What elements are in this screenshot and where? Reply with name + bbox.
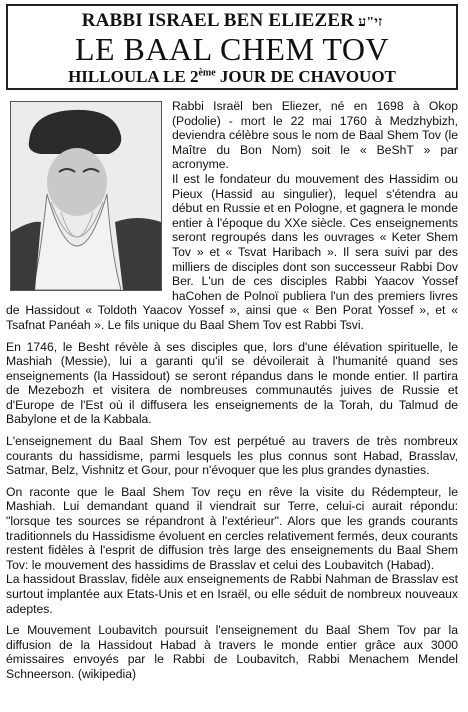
subtitle-pre: HILLOULA LE 2 bbox=[68, 67, 199, 86]
paragraph-mashiah: On raconte que le Baal Shem Tov reçu en rêve la visite du Rédempteur, le Mashiah. Lui demandant quand il viendrait sur Terre, celui-ci aurait répondu: "lorsque tes sources se répandront à l'extérieur". Alors que les grands courants traditionnels du Hassidisme évoluent en cercles relativement fermés, deux courants restent fidèles à l'esprit de diffusion très large des enseignements du Baal Shem Tov: le mouvement des hassidims de Brasslav et celui des Loubavitch (Habad). bbox=[6, 484, 458, 572]
subject-name bbox=[8, 10, 456, 32]
paragraph-currents: L'enseignement du Baal Shem Tov est perpétué au travers de très nombreux courants du hassidisme, parmi lesquels les plus connus sont Habad, Brasslav, Satmar, Belz, Vishnitz et Gour, pour n'évoquer que les plus grandes dynasties. bbox=[6, 434, 458, 478]
hebrew-honorific: זי"ע bbox=[358, 15, 383, 30]
subject-name-text: RABBI ISRAEL BEN ELIEZER bbox=[81, 10, 355, 31]
paragraph-founder: Il est le fondateur du mouvement des Hassidim ou Pieux (Hassid au singulier), lequel s'étendra au début en Russie et en Pologne, et gagnera le monde entier à l'époque du XXe siècle. Ces enseignements seront regroupés dans les ouvrages « Keter Shem Tov » et « Tsvat Haribach ». Il sera suivi par des milliers de disciples dont son successeur Rabbi Dov Ber. L'un de ces disciples Rabbi Yaacov Yossef haCohen de Polnoï publiera l'un des premiers livres de Hassidout « Toldoth Yaacov Yossef », ainsi que « Ben Porat Yossef », et « Tsafnat Panéah ». Le fils unique du Baal Shem Tov est Rabbi Tsvi. bbox=[6, 171, 458, 332]
subtitle-post: JOUR DE CHAVOUOT bbox=[215, 67, 396, 86]
page-title: LE BAAL CHEM TOV bbox=[74, 31, 390, 67]
paragraph-loubavitch: Le Mouvement Loubavitch poursuit l'enseignement du Baal Shem Tov par la diffusion de la Hassidout Habad à travers le monde entier grâce aux 3000 émissaires envoyés par le Rabbi de Loubavitch, Rabbi Menachem Mendel Schneerson. (wikipedia) bbox=[6, 623, 458, 681]
paragraph-biography: Rabbi Israël ben Eliezer, né en 1698 à Okop (Podolie) - mort le 22 mai 1760 à Medzhybizh, deviendra célèbre sous le nom de Baal Shem Tov (le Maître du Bon Nom) soit le « BeShT » par acronyme. bbox=[172, 99, 458, 172]
subtitle-sup: ème bbox=[198, 67, 216, 79]
paragraph-brasslav: La hassidout Brasslav, fidèle aux enseignements de Rabbi Nahman de Brasslav est surtout implantée aux Etats-Unis et en Israël, ou elle séduit de nombreux nouveaux adeptes. bbox=[6, 572, 458, 616]
article-body bbox=[6, 99, 458, 682]
paragraph-1746: En 1746, le Besht révèle à ses disciples que, lors d'une élévation spirituelle, le Mashiah (Messie), lui a garanti qu'il se dévoilerait à l'humanité quand ses enseignements (la Hassidout) se seront répandus dans le monde entier. Il partira de Mezebozh et visitera de nombreuses communautés juives de Russie et d'Europe de l'Est où il diffusera les enseignements de la Torah, du Talmud de Babylone et de la Kabbala. bbox=[6, 339, 458, 427]
title-banner bbox=[6, 4, 458, 90]
hilloula-subtitle bbox=[8, 67, 456, 87]
